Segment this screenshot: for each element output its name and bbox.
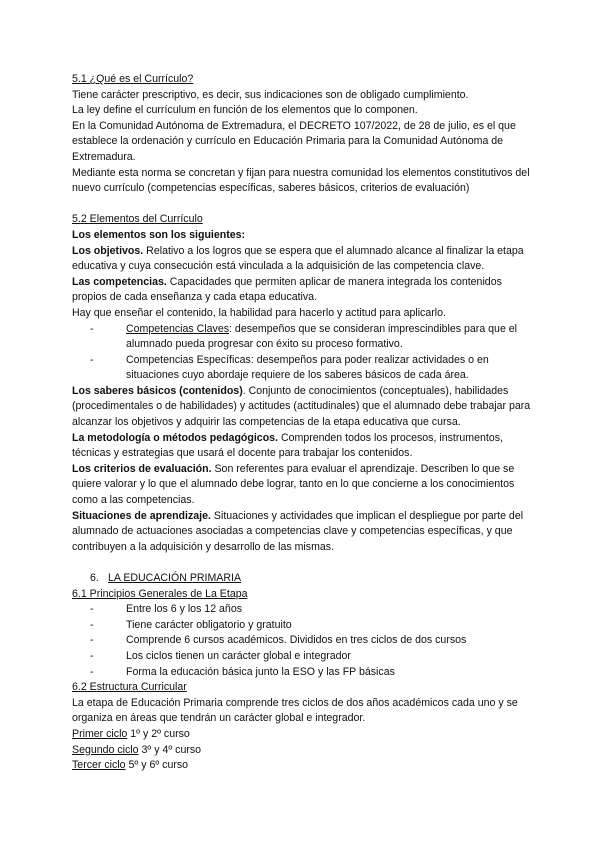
section-6-heading (72, 571, 532, 587)
term-text: : desempeños que se consideran imprescindibles para que el alumnado pueda progresar con éxito su proceso formativo. (126, 322, 518, 351)
term-text: Capacidades que permiten aplicar de manera integrada los contenidos propios de cada enseñanza y cada etapa educativa. (72, 275, 502, 304)
ciclo-line (72, 758, 532, 774)
ciclo-label: Primer ciclo (72, 727, 128, 740)
paragraph: Tiene carácter prescriptivo, es decir, sus indicaciones son de obligado cumplimiento. (72, 88, 469, 101)
spacer (72, 555, 532, 571)
principios-list (72, 602, 532, 680)
document-page (72, 72, 532, 774)
section-5-2-heading: 5.2 Elementos del Currículo (72, 213, 203, 226)
ciclo-line (72, 727, 532, 743)
paragraph-competencias (72, 275, 532, 306)
paragraph-criterios (72, 462, 532, 509)
ciclo-text: 1º y 2º curso (127, 727, 190, 740)
term-label: Competencias Claves (126, 322, 230, 335)
paragraph-saberes (72, 384, 532, 431)
term-label: Los criterios de evaluación. (72, 462, 212, 475)
term-text: Relativo a los logros que se espera que el alumnado alcance al finalizar la etapa educativa y cuya consecución está vinculada a la adquisición de las competencia clave. (72, 244, 524, 273)
ciclo-text: 5º y 6º curso (125, 759, 189, 772)
section-5-1-heading: 5.1 ¿Qué es el Currículo? (72, 73, 194, 85)
list-item: - Tiene carácter obligatorio y gratuito (90, 618, 532, 634)
term-text: Situaciones y actividades que implican el despliegue por parte del alumnado de actuaciones asociadas a competencias clave y competencias específicas, y que contribuyen a la adquisición y desarrollo de las mismas. (72, 509, 524, 553)
paragraph-objetivos (72, 244, 532, 275)
ciclo-label: Tercer ciclo (72, 759, 126, 772)
list-item: - Comprende 6 cursos académicos. Divididos en tres ciclos de dos cursos (90, 633, 532, 649)
ciclo-line (72, 743, 532, 759)
section-title: LA EDUCACIÓN PRIMARIA (108, 572, 242, 584)
list-item (90, 322, 532, 353)
paragraph-metodologia (72, 431, 532, 462)
term-label: Los objetivos. (72, 244, 144, 257)
term-text: Comprenden todos los procesos, instrumentos, técnicas y estrategias que usará el docente para trabajar los contenidos. (72, 431, 503, 460)
paragraph: En la Comunidad Autónoma de Extremadura, el DECRETO 107/2022, de 28 de julio, es el que establece la ordenación y currículo en Educación Primaria para la Comunidad Autónoma de Extremadura. (72, 119, 516, 163)
ciclo-label: Segundo ciclo (72, 743, 139, 756)
term-text: . Conjunto de conocimientos (conceptuales), habilidades (procedimentales o de habilidades) y actitudes (actitudinales) que el alumnado debe trabajar para alcanzar los objetivos y adquirir las competencias de la etapa educativa que cursa. (72, 384, 531, 429)
list-item: - Los ciclos tienen un carácter global e integrador (90, 649, 532, 665)
paragraph: Mediante esta norma se concretan y fijan para nuestra comunidad los elementos constitutivos del nuevo currículo (competencias específicas, saberes básicos, criterios de evaluación) (72, 166, 530, 195)
term-label: La metodología o métodos pedagógicos. (72, 431, 279, 444)
spacer (72, 197, 532, 213)
term-text: Son referentes para evaluar el aprendizaje. Describen lo que se quiere valorar y lo que el alumnado debe lograr, tanto en lo que concierne a los conocimientos como a las competencias. (72, 462, 515, 507)
section-number: 6. (90, 572, 99, 584)
term-label: Situaciones de aprendizaje. (72, 509, 211, 522)
competencias-list (72, 322, 532, 384)
section-6-1-heading: 6.1 Principios Generales de La Etapa (72, 587, 248, 600)
list-item: - Competencias Específicas: desempeños para poder realizar actividades o en situaciones cuyo abordaje requiere de los saberes básicos de cada área. (90, 353, 532, 384)
paragraph: La ley define el currículum en función de los elementos que lo componen. (72, 104, 418, 117)
paragraph: La etapa de Educación Primaria comprende tres ciclos de dos años académicos cada uno y se organiza en áreas que tendrán un carácter global e integrador. (72, 696, 518, 725)
ciclo-text: 3º y 4º curso (138, 743, 202, 756)
paragraph: Hay que enseñar el contenido, la habilidad para hacerlo y actitud para aplicarlo. (72, 306, 446, 319)
term-label: Los saberes básicos (contenidos) (72, 384, 243, 397)
list-item: - Entre los 6 y los 12 años (90, 602, 532, 618)
term-label: Las competencias. (72, 275, 167, 288)
paragraph-situaciones (72, 509, 532, 556)
section-6-2-heading: 6.2 Estructura Curricular (72, 681, 187, 694)
list-item: - Forma la educación básica junto la ESO y las FP básicas (90, 665, 532, 681)
elements-intro: Los elementos son los siguientes: (72, 228, 246, 241)
